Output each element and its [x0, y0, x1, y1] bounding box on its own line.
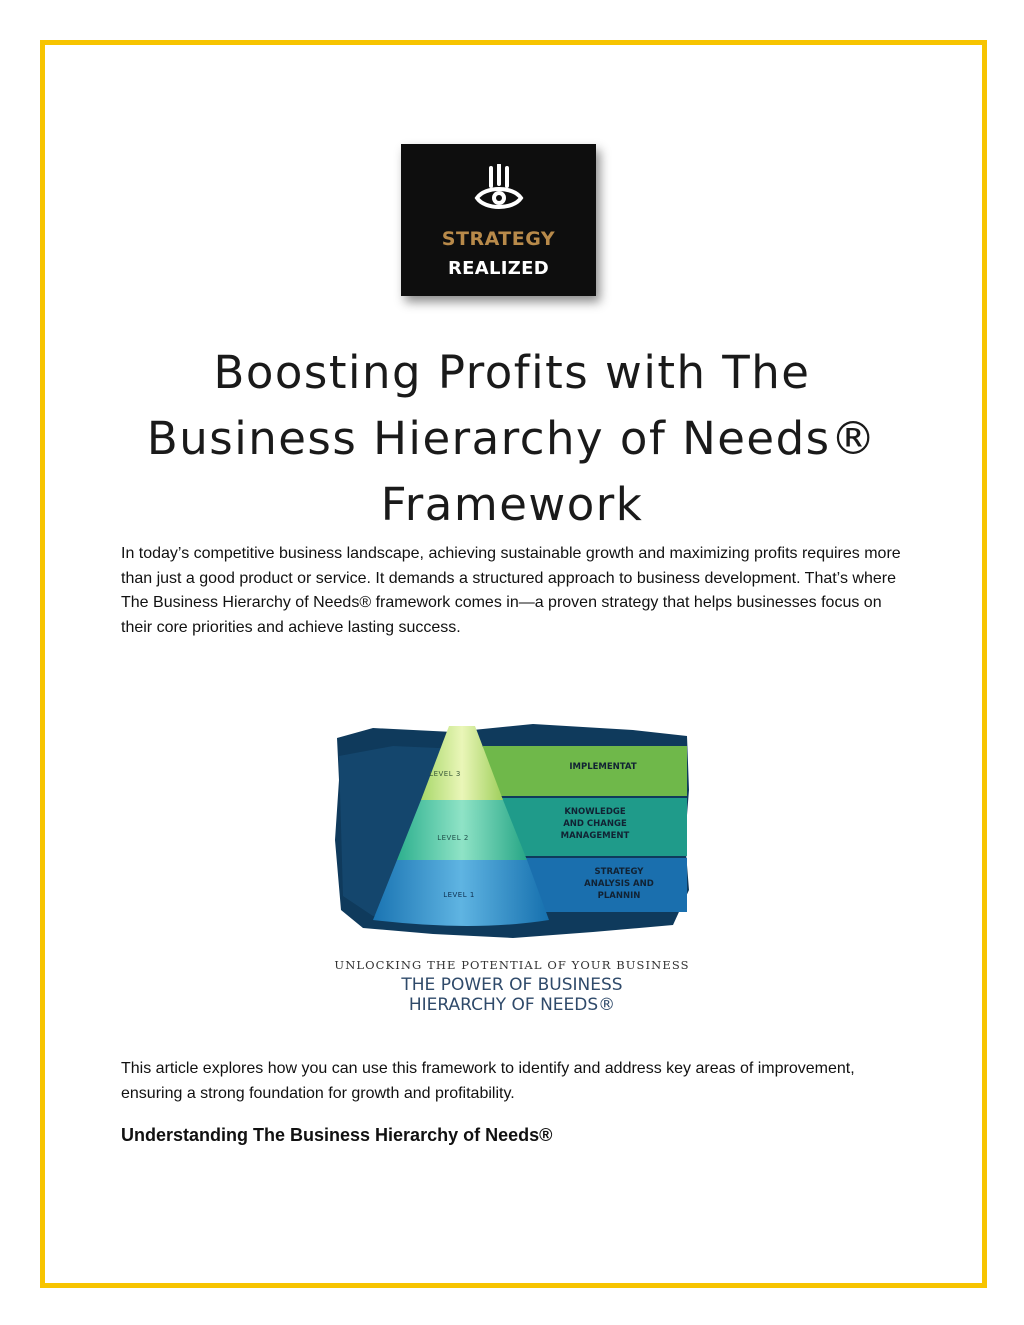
section-heading: Understanding The Business Hierarchy of Needs®	[121, 1125, 553, 1145]
body-paragraph: This article explores how you can use this framework to identify and address key areas of improvement, ensuring a strong foundation for growth and profitability.	[121, 1060, 855, 1102]
page-title	[100, 340, 924, 538]
band-label-level-2-line-1: KNOWLEDGE	[564, 807, 626, 817]
title-line-3: Framework	[380, 478, 644, 531]
hierarchy-figure	[333, 720, 691, 942]
band-label-level-2-line-3: MANAGEMENT	[560, 831, 630, 841]
band-label-level-1-line-1: STRATEGY	[594, 867, 644, 877]
cone-label-level-3: LEVEL 3	[429, 770, 461, 778]
company-logo	[401, 144, 596, 296]
cone-label-level-1: LEVEL 1	[443, 891, 475, 899]
band-label-level-1-line-2: ANALYSIS AND	[584, 879, 654, 889]
band-label-level-2-line-2: AND CHANGE	[563, 819, 627, 829]
intro-paragraph: In today’s competitive business landscape, achieving sustainable growth and maximizing profits requires more than just a good product or service. It demands a structured approach to business development. That’s where The Business Hierarchy of Needs® framework comes in—a proven strategy that helps businesses focus on their core priorities and achieve lasting success.	[121, 545, 901, 636]
logo-text-realized: REALIZED	[448, 258, 549, 279]
title-line-2: Business Hierarchy of Needs®	[146, 412, 878, 465]
cone-label-level-2: LEVEL 2	[437, 834, 469, 842]
band-label-level-3: IMPLEMENTAT	[569, 762, 637, 772]
figure-caption-tagline: UNLOCKING THE POTENTIAL OF YOUR BUSINESS	[334, 958, 690, 972]
eye-bars-icon	[471, 164, 527, 220]
title-line-1: Boosting Profits with The	[213, 346, 811, 399]
figure-caption-title	[333, 975, 691, 1015]
figure-caption-line-1: THE POWER OF BUSINESS	[401, 975, 623, 995]
band-label-level-1-line-3: PLANNIN	[597, 891, 641, 901]
logo-text-strategy: STRATEGY	[441, 228, 556, 250]
figure-caption-line-2: HIERARCHY OF NEEDS®	[408, 995, 616, 1015]
